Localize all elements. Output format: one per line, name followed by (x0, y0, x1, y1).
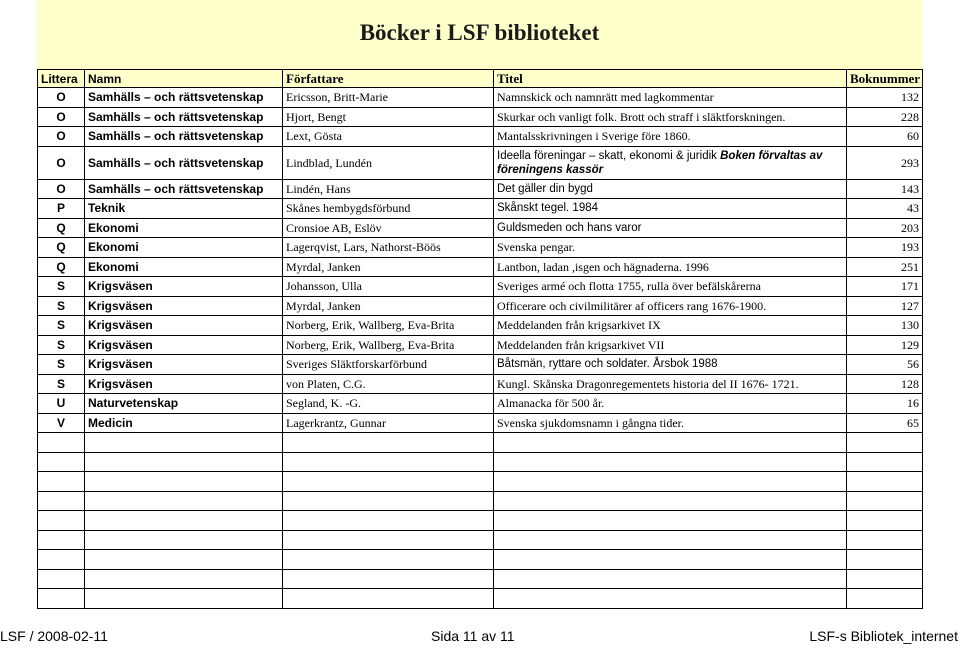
empty-cell[interactable] (283, 530, 494, 550)
table-row[interactable] (38, 335, 923, 355)
table-row[interactable] (38, 413, 923, 433)
table-row[interactable] (38, 88, 923, 108)
cell-namn[interactable]: Krigsväsen (85, 374, 283, 394)
cell-littera[interactable]: O (38, 179, 85, 199)
cell-boknummer[interactable]: 130 (847, 316, 923, 336)
cell-littera[interactable]: S (38, 355, 85, 375)
empty-table-row[interactable] (38, 491, 923, 511)
empty-cell[interactable] (283, 433, 494, 453)
cell-littera[interactable]: U (38, 394, 85, 414)
empty-cell[interactable] (38, 511, 85, 531)
cell-namn[interactable]: Krigsväsen (85, 316, 283, 336)
empty-cell[interactable] (847, 589, 923, 609)
empty-table-row[interactable] (38, 589, 923, 609)
empty-cell[interactable] (847, 569, 923, 589)
empty-cell[interactable] (283, 550, 494, 570)
cell-boknummer[interactable]: 171 (847, 277, 923, 297)
cell-namn[interactable]: Teknik (85, 199, 283, 219)
titel-text: Ideella föreningar – skatt, ekonomi & juridik (497, 149, 717, 162)
cell-boknummer[interactable]: 143 (847, 179, 923, 199)
cell-boknummer[interactable]: 127 (847, 296, 923, 316)
cell-forfattare[interactable]: Lindblad, Lundén (283, 146, 494, 179)
table-row[interactable] (38, 355, 923, 375)
column-header-namn[interactable]: Namn (85, 70, 283, 88)
empty-cell[interactable] (494, 569, 847, 589)
books-table (37, 69, 923, 609)
cell-boknummer[interactable]: 16 (847, 394, 923, 414)
empty-table-row[interactable] (38, 511, 923, 531)
cell-namn[interactable]: Medicin (85, 413, 283, 433)
footer-page-number: Sida 11 av 11 (431, 628, 515, 644)
cell-littera[interactable]: S (38, 374, 85, 394)
table-row[interactable] (38, 218, 923, 238)
cell-namn[interactable]: Ekonomi (85, 257, 283, 277)
cell-namn[interactable]: Krigsväsen (85, 277, 283, 297)
cell-namn[interactable]: Krigsväsen (85, 355, 283, 375)
cell-titel[interactable]: Guldsmeden och hans varor (494, 218, 847, 238)
cell-titel[interactable] (494, 146, 847, 179)
cell-forfattare[interactable]: Lext, Gösta (283, 127, 494, 147)
footer-right: LSF-s Bibliotek_internet (809, 628, 958, 644)
cell-titel[interactable]: Meddelanden från krigsarkivet IX (494, 316, 847, 336)
cell-littera[interactable]: O (38, 127, 85, 147)
cell-titel[interactable]: Lantbon, ladan ,isgen och hägnaderna. 1996 (494, 257, 847, 277)
cell-forfattare[interactable]: Norberg, Erik, Wallberg, Eva-Brita (283, 316, 494, 336)
title-band (37, 0, 922, 70)
cell-boknummer[interactable]: 65 (847, 413, 923, 433)
cell-boknummer[interactable]: 60 (847, 127, 923, 147)
cell-forfattare[interactable]: Ericsson, Britt-Marie (283, 88, 494, 108)
cell-titel[interactable]: Det gäller din bygd (494, 179, 847, 199)
cell-forfattare[interactable]: Skånes hembygdsförbund (283, 199, 494, 219)
table-row[interactable] (38, 179, 923, 199)
table-row[interactable] (38, 107, 923, 127)
column-header-forfattare[interactable]: Författare (283, 70, 494, 88)
cell-littera[interactable]: Q (38, 218, 85, 238)
cell-littera[interactable]: P (38, 199, 85, 219)
empty-cell[interactable] (494, 530, 847, 550)
cell-boknummer[interactable]: 251 (847, 257, 923, 277)
cell-littera[interactable]: O (38, 88, 85, 108)
cell-boknummer[interactable]: 128 (847, 374, 923, 394)
cell-namn[interactable]: Ekonomi (85, 238, 283, 258)
cell-namn[interactable]: Samhälls – och rättsvetenskap (85, 146, 283, 179)
cell-littera[interactable]: Q (38, 238, 85, 258)
empty-cell[interactable] (847, 530, 923, 550)
cell-titel[interactable]: Almanacka för 500 år. (494, 394, 847, 414)
cell-titel[interactable]: Skånskt tegel. 1984 (494, 199, 847, 219)
cell-titel[interactable]: Svenska sjukdomsnamn i gångna tider. (494, 413, 847, 433)
cell-forfattare[interactable]: Lagerqvist, Lars, Nathorst-Böös (283, 238, 494, 258)
cell-titel[interactable]: Båtsmän, ryttare och soldater. Årsbok 1988 (494, 355, 847, 375)
empty-cell[interactable] (847, 491, 923, 511)
empty-cell[interactable] (494, 589, 847, 609)
empty-cell[interactable] (283, 589, 494, 609)
empty-cell[interactable] (85, 511, 283, 531)
cell-titel[interactable]: Skurkar och vanligt folk. Brott och straff i släktforskningen. (494, 107, 847, 127)
empty-cell[interactable] (494, 550, 847, 570)
table-body (38, 88, 923, 609)
empty-cell[interactable] (85, 491, 283, 511)
empty-cell[interactable] (85, 530, 283, 550)
empty-table-row[interactable] (38, 569, 923, 589)
cell-forfattare[interactable]: Segland, K. -G. (283, 394, 494, 414)
empty-cell[interactable] (283, 511, 494, 531)
cell-namn[interactable]: Ekonomi (85, 218, 283, 238)
empty-cell[interactable] (85, 569, 283, 589)
spreadsheet (37, 0, 922, 633)
empty-cell[interactable] (38, 452, 85, 472)
cell-boknummer[interactable]: 203 (847, 218, 923, 238)
empty-cell[interactable] (38, 569, 85, 589)
empty-cell[interactable] (847, 433, 923, 453)
cell-titel[interactable]: Kungl. Skånska Dragonregementets historia del II 1676- 1721. (494, 374, 847, 394)
cell-littera[interactable]: S (38, 277, 85, 297)
empty-cell[interactable] (847, 452, 923, 472)
empty-cell[interactable] (85, 589, 283, 609)
empty-cell[interactable] (494, 472, 847, 492)
empty-cell[interactable] (494, 511, 847, 531)
empty-cell[interactable] (494, 433, 847, 453)
cell-titel[interactable]: Sveriges armé och flotta 1755, rulla över befälskårerna (494, 277, 847, 297)
table-row[interactable] (38, 316, 923, 336)
cell-littera[interactable]: V (38, 413, 85, 433)
table-row[interactable] (38, 146, 923, 179)
empty-cell[interactable] (283, 472, 494, 492)
cell-titel[interactable]: Svenska pengar. (494, 238, 847, 258)
cell-boknummer[interactable]: 132 (847, 88, 923, 108)
table-row[interactable] (38, 277, 923, 297)
cell-namn[interactable]: Naturvetenskap (85, 394, 283, 414)
table-row[interactable] (38, 296, 923, 316)
cell-forfattare[interactable]: Cronsioe AB, Eslöv (283, 218, 494, 238)
cell-namn[interactable]: Samhälls – och rättsvetenskap (85, 107, 283, 127)
empty-table-row[interactable] (38, 452, 923, 472)
cell-forfattare[interactable]: Johansson, Ulla (283, 277, 494, 297)
empty-cell[interactable] (85, 433, 283, 453)
table-row[interactable] (38, 374, 923, 394)
cell-titel[interactable]: Officerare och civilmilitärer af officers rang 1676-1900. (494, 296, 847, 316)
cell-forfattare[interactable]: Myrdal, Janken (283, 296, 494, 316)
cell-namn[interactable]: Samhälls – och rättsvetenskap (85, 88, 283, 108)
table-row[interactable] (38, 199, 923, 219)
cell-namn[interactable]: Samhälls – och rättsvetenskap (85, 179, 283, 199)
column-header-boknummer[interactable]: Boknummer (847, 70, 923, 88)
cell-namn[interactable]: Samhälls – och rättsvetenskap (85, 127, 283, 147)
empty-cell[interactable] (847, 472, 923, 492)
cell-titel[interactable]: Namnskick och namnrätt med lagkommentar (494, 88, 847, 108)
cell-littera[interactable]: Q (38, 257, 85, 277)
cell-namn[interactable]: Krigsväsen (85, 335, 283, 355)
column-header-littera[interactable]: Littera (38, 70, 85, 88)
empty-cell[interactable] (38, 530, 85, 550)
cell-forfattare[interactable]: Sveriges Släktforskarförbund (283, 355, 494, 375)
cell-titel[interactable]: Mantalsskrivningen i Sverige före 1860. (494, 127, 847, 147)
cell-forfattare[interactable]: Lindén, Hans (283, 179, 494, 199)
cell-boknummer[interactable]: 228 (847, 107, 923, 127)
empty-cell[interactable] (283, 491, 494, 511)
empty-table-row[interactable] (38, 530, 923, 550)
cell-titel[interactable]: Meddelanden från krigsarkivet VII (494, 335, 847, 355)
cell-boknummer[interactable]: 293 (847, 146, 923, 179)
empty-cell[interactable] (283, 452, 494, 472)
cell-littera[interactable]: O (38, 107, 85, 127)
empty-cell[interactable] (38, 491, 85, 511)
empty-cell[interactable] (38, 589, 85, 609)
titel-note: Boken förvaltas av föreningens kassör (497, 149, 823, 176)
cell-namn[interactable]: Krigsväsen (85, 296, 283, 316)
cell-boknummer[interactable]: 43 (847, 199, 923, 219)
empty-cell[interactable] (38, 550, 85, 570)
cell-boknummer[interactable]: 56 (847, 355, 923, 375)
empty-cell[interactable] (494, 491, 847, 511)
table-row[interactable] (38, 238, 923, 258)
cell-littera[interactable]: O (38, 146, 85, 179)
empty-cell[interactable] (38, 472, 85, 492)
empty-table-row[interactable] (38, 433, 923, 453)
cell-boknummer[interactable]: 129 (847, 335, 923, 355)
empty-table-row[interactable] (38, 472, 923, 492)
table-row[interactable] (38, 127, 923, 147)
cell-forfattare[interactable]: Hjort, Bengt (283, 107, 494, 127)
cell-boknummer[interactable]: 193 (847, 238, 923, 258)
table-row[interactable] (38, 257, 923, 277)
table-header-row (38, 70, 923, 88)
footer-left: LSF / 2008-02-11 (0, 628, 108, 644)
empty-cell[interactable] (847, 511, 923, 531)
empty-cell[interactable] (85, 472, 283, 492)
table-row[interactable] (38, 394, 923, 414)
cell-littera[interactable]: S (38, 316, 85, 336)
empty-cell[interactable] (494, 452, 847, 472)
empty-cell[interactable] (283, 569, 494, 589)
cell-forfattare[interactable]: Lagerkrantz, Gunnar (283, 413, 494, 433)
empty-cell[interactable] (38, 433, 85, 453)
empty-cell[interactable] (847, 550, 923, 570)
empty-table-row[interactable] (38, 550, 923, 570)
empty-cell[interactable] (85, 452, 283, 472)
empty-cell[interactable] (85, 550, 283, 570)
cell-littera[interactable]: S (38, 296, 85, 316)
cell-forfattare[interactable]: Myrdal, Janken (283, 257, 494, 277)
page-title: Böcker i LSF biblioteket (359, 20, 600, 45)
cell-littera[interactable]: S (38, 335, 85, 355)
cell-forfattare[interactable]: von Platen, C.G. (283, 374, 494, 394)
cell-forfattare[interactable]: Norberg, Erik, Wallberg, Eva-Brita (283, 335, 494, 355)
column-header-titel[interactable]: Titel (494, 70, 847, 88)
